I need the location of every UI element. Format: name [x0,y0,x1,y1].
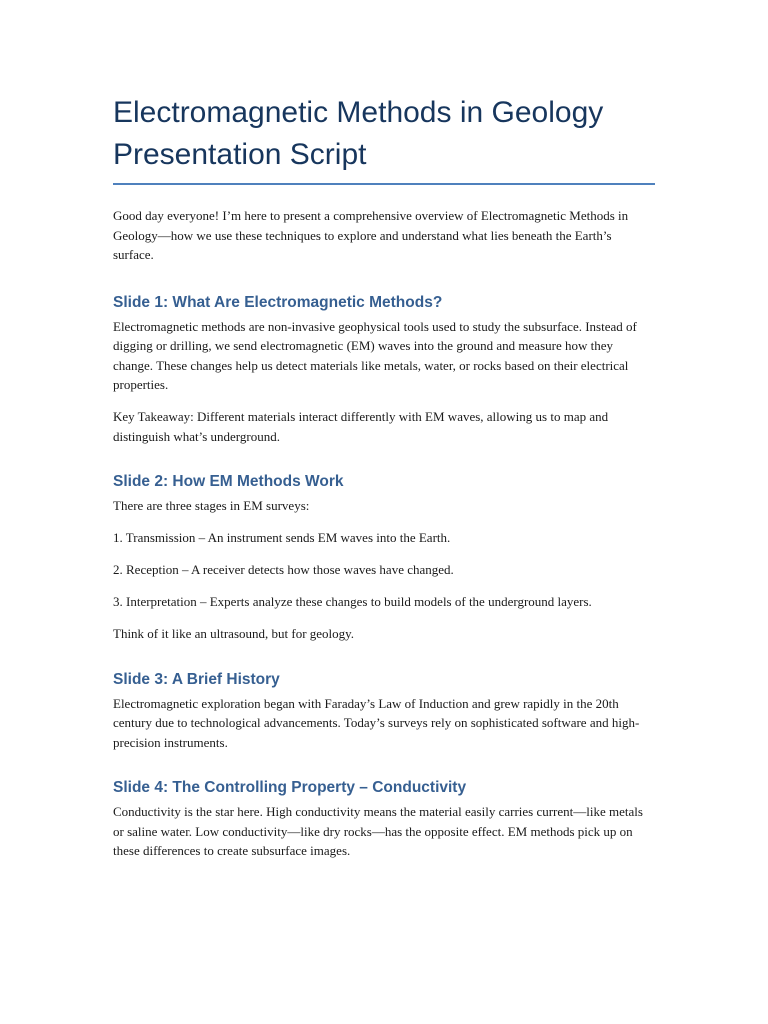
title-line-2: Presentation Script [113,138,367,171]
slide-3-heading: Slide 3: A Brief History [113,670,280,688]
intro-paragraph: Good day everyone! I’m here to present a comprehensive overview of Electromagnetic Methods in Geology—how we use these techniques to explore and understand what lies beneath the Earth’s surface. [113,208,629,262]
slide-2-analogy: Think of it like an ultrasound, but for geology. [113,626,355,641]
title-underline-rule [113,183,655,185]
slide-2-step-reception: 2. Reception – A receiver detects how those waves have changed. [113,562,454,577]
slide-2-intro: There are three stages in EM surveys: [113,498,310,513]
document-page [113,92,655,873]
slide-1-paragraph: Electromagnetic methods are non-invasive geophysical tools used to study the subsurface. Instead of digging or drilling, we send electromagnetic (EM) waves into the ground and measure how they change. These changes help us detect materials like metals, water, or rocks based on their electrical properties. [113,318,637,392]
document-title [113,92,655,176]
slide-4-paragraph: Conductivity is the star here. High conductivity means the material easily carries current—like metals or saline water. Low conductivity—like dry rocks—has the opposite effect. EM methods pick up on these differences to create subsurface images. [113,804,643,858]
slide-1-heading: Slide 1: What Are Electromagnetic Methods? [113,293,443,311]
slide-4-heading: Slide 4: The Controlling Property – Conductivity [113,779,467,796]
slide-3-paragraph: Electromagnetic exploration began with Faraday’s Law of Induction and grew rapidly in the 20th century due to technological advancements. Today’s surveys rely on sophisticated software and high-precision instruments. [113,695,640,750]
slide-2-heading: Slide 2: How EM Methods Work [113,473,344,490]
slide-2-step-transmission: 1. Transmission – An instrument sends EM waves into the Earth. [113,530,451,545]
slide-2-step-interpretation: 3. Interpretation – Experts analyze these changes to build models of the underground layers. [113,594,592,609]
slide-1-key-takeaway: Key Takeaway: Different materials interact differently with EM waves, allowing us to map and distinguish what’s underground. [113,409,609,444]
title-line-1: Electromagnetic Methods in Geology [113,96,604,129]
